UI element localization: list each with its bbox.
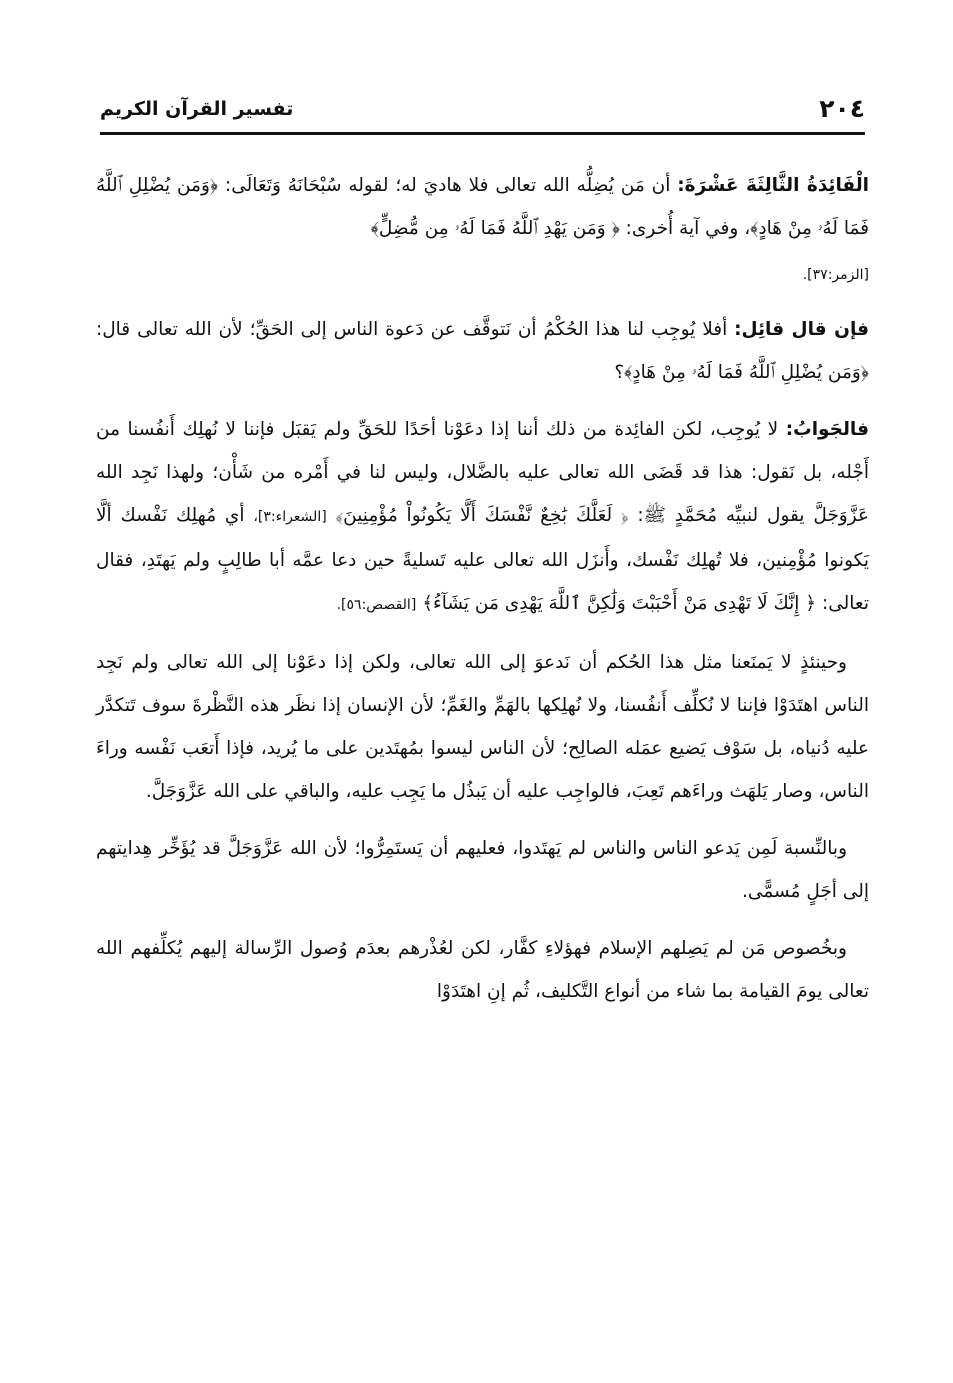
running-title: تفسير القرآن الكريم [100, 98, 294, 120]
paragraph-objection [96, 308, 869, 394]
reference-text: [الزمر:٣٧]. [802, 267, 869, 283]
paragraph-text: أي مُهلِك نَفْسك ألَّا يَكونوا مُؤْمِنين، فلا تُهلِك نَفْسك، وأَنزَل الله تعالى عليه تَسليةً حين دعا عمَّه أبا طالِبٍ ولم يَهتَدِ، فقال تعالى: ﴿ إِنَّكَ لَا تَهْدِى مَنْ أَحْبَبْتَ وَلَٰكِنَّ ٱللَّهَ يَهْدِى مَن يَشَآءُ﴾ [96, 505, 869, 614]
paragraph-lead: الْفَائِدَةُ الثَّالِثَةَ عَشْرَةَ: [677, 175, 870, 196]
paragraph-benefit-thirteen [96, 164, 869, 250]
page-header [100, 92, 865, 135]
paragraph-text: أفلا يُوجِب لنا هذا الحُكْمُ أن نَتوقَّف عن دَعوة الناس إلى الحَقِّ؛ لأن الله تعالى قال: ﴿وَمَن يُضْلِلِ ٱللَّهُ فَمَا لَهُۥ مِنْ هَادٍ﴾؟ [96, 319, 869, 383]
quran-reference: [القصص:٥٦]. [336, 597, 417, 613]
paragraph-lead: فإن قال قائِل: [734, 319, 870, 340]
quran-reference [96, 260, 869, 290]
paragraph-text: لا يُوجِب، لكن الفائِدة من ذلك أننا إذا دعَوْنا أحَدًا للحَقِّ ولم يَقبَل فإننا لا نُهلِك أَنفُسنا من أَجْله، بل نَقول: هذا قد قَضَى الله تعالى عليه بالضَّلال، وليس لنا في أَمْره من شَأْن؛ ولهذا نَجِد الله عَزَّوَجَلَّ يقول لنبيِّه مُحَمَّدٍ ﷺ: ﴿ لَعَلَّكَ بَٰخِعٌ نَّفْسَكَ أَلَّا يَكُونُواْ مُؤْمِنِينَ﴾ [96, 419, 869, 526]
paragraph-not-reached: وبخُصوص مَن لم يَصِلهم الإسلام فهؤلاءِ كفَّار، لكن لعُذْرهم بعدَم وُصول الرِّسالة إليهم يُكلِّفهم الله تعالى يومَ القيامة بما شاء من أنواع التَّكليف، ثُم إنِ اهتَدَوْا [96, 938, 869, 1002]
paragraph-answer [96, 408, 869, 627]
paragraph-lead: فالجَوابُ: [785, 419, 869, 440]
page-number: ٢٠٤ [819, 94, 865, 123]
quran-reference: [الشعراء:٣]، [253, 509, 327, 525]
page-body [96, 164, 869, 1323]
paragraph-persist: وبالنِّسبة لَمِن يَدعو الناس والناس لم يَهتَدوا، فعليهم أن يَستَمِرُّوا؛ لأن الله عَزَّوَجَلَّ قد يُؤَخِّر هِدايتهم إلى أجَلٍ مُسمًّى. [96, 838, 869, 902]
paragraph-text: أن مَن يُضِلُّه الله تعالى فلا هاديَ له؛ لقوله سُبْحَانَهُ وَتَعَالَى: ﴿وَمَن يُضْلِلِ ٱللَّهُ فَمَا لَهُۥ مِنْ هَادٍ﴾، وفي آية أُخرى: ﴿ وَمَن يَهْدِ ٱللَّهُ فَمَا لَهُۥ مِن مُّضِلٍّ﴾ [96, 175, 869, 239]
paragraph-calling: وحينئذٍ لا يَمنَعنا مثل هذا الحُكم أن نَدعوَ إلى الله تعالى، ولكن إذا دعَوْنا إلى الله تعالى ولم نَجِد الناس اهتَدَوْا فإننا لا نُكلِّف أَنفُسنا، ولا نُهلِكها بالهَمِّ والغَمِّ؛ لأن الإنسان إذا نظَر هذه النَّظْرةَ سوف تَتكدَّر عليه دُنياه، بل سَوْف يَضيع عمَله الصالِح؛ لأن الناس ليسوا بمُهتَدين على ما يُريد، فإذا أَتعَب نَفْسه وراءَ الناس، وصار يَلهَث وراءَهم تَعِبَ، فالواجِب عليه أن يَبذُل ما يَجِب عليه، والباقي على الله عَزَّوَجَلَّ. [96, 652, 869, 802]
